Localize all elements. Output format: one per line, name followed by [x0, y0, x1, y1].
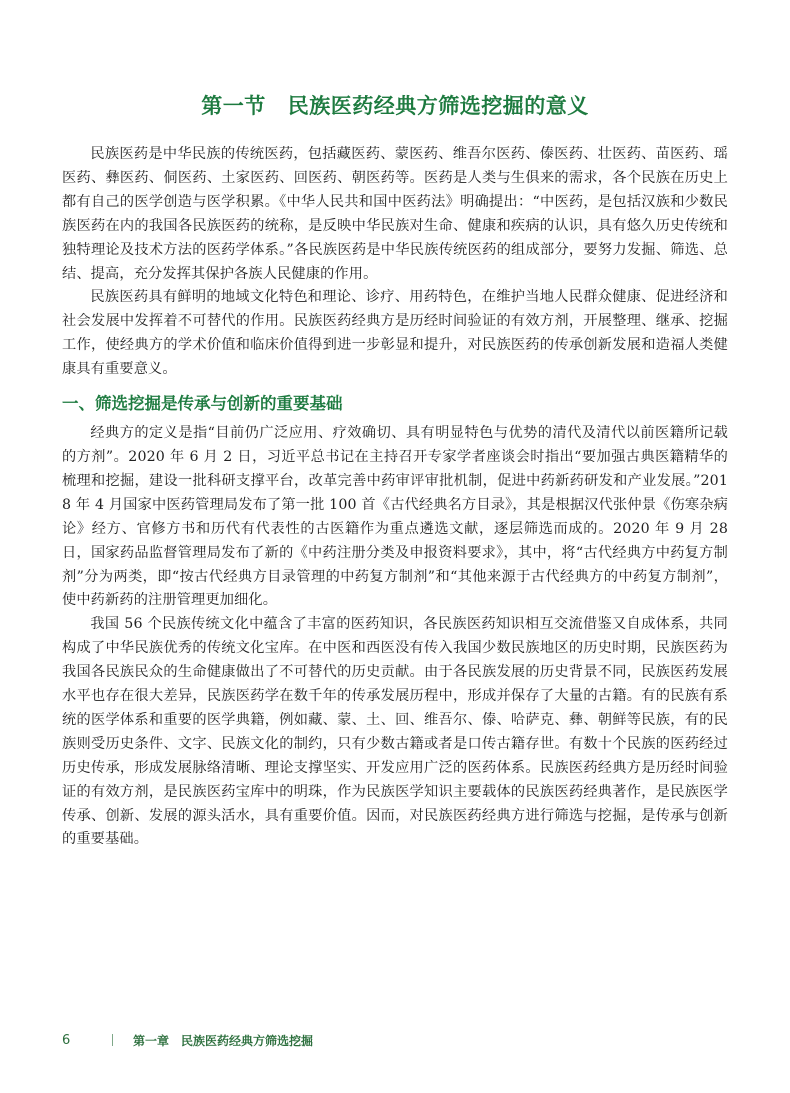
page-number: 6 [62, 1032, 71, 1048]
page-footer [62, 1030, 728, 1050]
section-title [62, 90, 728, 120]
book-page [62, 0, 728, 1093]
body-text [62, 143, 728, 852]
paragraph-sub-2: 我国 56 个民族传统文化中蕴含了丰富的医药知识，各民族医药知识相互交流借鉴又自成体系，共同构成了中华民族优秀的传统文化宝库。在中医和西医没有传入我国少数民族地区的历史时期，民族医药为我国各民族民众的生命健康做出了不可替代的历史贡献。由于各民族发展的历史背景不同，民族医药发展水平也存在很大差异，民族医药学在数千年的传承发展历程中，形成并保存了大量的古籍。有的民族有系统的医学体系和重要的医学典籍，例如藏、蒙、土、回、维吾尔、傣、哈萨克、彝、朝鲜等民族，有的民族则受历史条件、文字、民族文化的制约，只有少数古籍或者是口传古籍存世。有数十个民族的医药经过历史传承，形成发展脉络清晰、理论支撑坚实、开发应用广泛的医药体系。民族医药经典方是历经时间验证的有效方剂，是民族医药宝库中的明珠，作为民族医学知识主要载体的民族医药经典著作，是民族医学传承、创新、发展的源头活水，具有重要价值。因而，对民族医药经典方进行筛选与挖掘，是传承与创新的重要基础。 [62, 616, 728, 848]
section-title-text: 民族医药经典方筛选挖掘的意义 [287, 94, 589, 118]
paragraph-sub-1: 经典方的定义是指“目前仍广泛应用、疗效确切、具有明显特色与优势的清代及清代以前医籍所记载的方剂”。2020 年 6 月 2 日，习近平总书记在主持召开专家学者座谈会时指出“要加强古典医籍精华的梳理和挖掘，建设一批科研支撑平台，改革完善中药审评审批机制，促进中药新药研发和产业发展。”2018 年 4 月国家中医药管理局发布了第一批 100 首《古代经典名方目录》，其是根据汉代张仲景《伤寒杂病论》经方、官修方书和历代有代表性的古医籍作为重点遴选文献，逐层筛选而成的。2020 年 9 月 28 日，国家药品监督管理局发布了新的《中药注册分类及申报资料要求》，其中，将“古代经典方中药复方制剂”分为两类，即“按古代经典方目录管理的中药复方制剂”和“其他来源于古代经典方的中药复方制剂”，使中药新药的注册管理更加细化。 [62, 425, 728, 609]
footer-divider [112, 1034, 113, 1046]
section-number: 第一节 [201, 94, 266, 118]
running-chapter-title: 第一章 民族医药经典方筛选挖掘 [133, 1033, 314, 1048]
subsection-heading: 一、筛选挖掘是传承与创新的重要基础 [62, 394, 343, 414]
paragraph-intro-2: 民族医药具有鲜明的地域文化特色和理论、诊疗、用药特色，在维护当地人民群众健康、促进经济和社会发展中发挥着不可替代的作用。民族医药经典方是历经时间验证的有效方剂，开展整理、继承、挖掘工作，使经典方的学术价值和临床价值得到进一步彰显和提升，对民族医药的传承创新发展和造福人类健康具有重要意义。 [62, 289, 728, 378]
paragraph-intro-1: 民族医药是中华民族的传统医药，包括藏医药、蒙医药、维吾尔医药、傣医药、壮医药、苗医药、瑶医药、彝医药、侗医药、土家医药、回医药、朝医药等。医药是人类与生俱来的需求，各个民族在历史上都有自己的医学创造与医学积累。《中华人民共和国中医药法》明确提出：“中医药，是包括汉族和少数民族医药在内的我国各民族医药的统称，是反映中华民族对生命、健康和疾病的认识，具有悠久历史传统和独特理论及技术方法的医药学体系。”各民族医药是中华民族传统医药的组成部分，要努力发掘、筛选、总结、提高，充分发挥其保护各族人民健康的作用。 [62, 146, 728, 282]
